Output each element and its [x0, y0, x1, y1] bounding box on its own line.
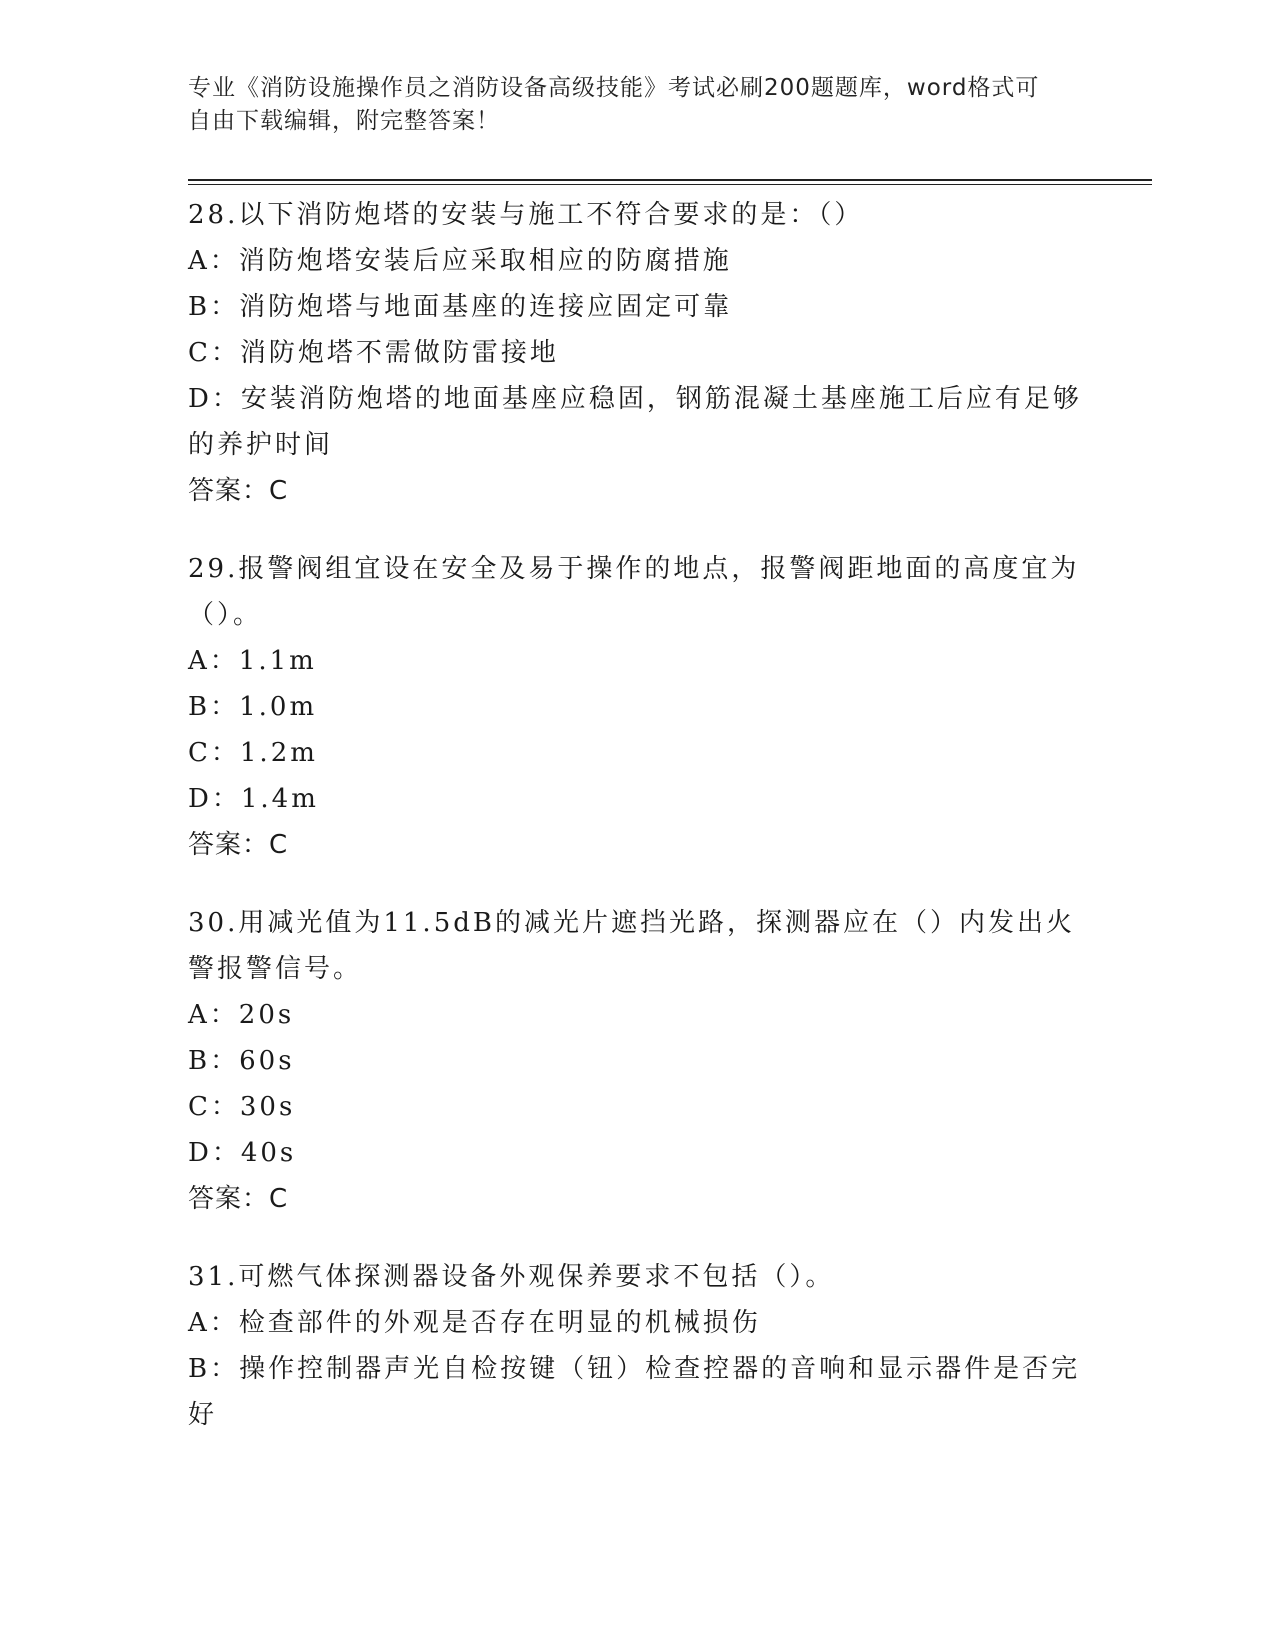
option-a: A：消防炮塔安装后应采取相应的防腐措施	[188, 246, 732, 276]
answer-line: 答案：C	[188, 1184, 289, 1214]
question-stem: 31.可燃气体探测器设备外观保养要求不包括（）。	[188, 1262, 835, 1292]
question-31	[188, 1254, 1088, 1438]
question-28	[188, 192, 1088, 514]
option-d-continued: 的养护时间	[188, 430, 334, 460]
question-stem: 30.用减光值为11.5dB的减光片遮挡光路，探测器应在（）内发出火	[188, 908, 1075, 938]
option-a: A：1.1m	[188, 646, 317, 676]
question-stem: 28.以下消防炮塔的安装与施工不符合要求的是：（）	[188, 200, 864, 230]
option-d: D：安装消防炮塔的地面基座应稳固，钢筋混凝土基座施工后应有足够	[188, 384, 1082, 414]
option-d: D：40s	[188, 1138, 297, 1168]
option-a: A：检查部件的外观是否存在明显的机械损伤	[188, 1308, 761, 1338]
header-line-1: 专业《消防设施操作员之消防设备高级技能》考试必刷200题题库，word格式可	[188, 75, 1040, 101]
option-c: C：30s	[188, 1092, 296, 1122]
option-b-continued: 好	[188, 1400, 218, 1430]
document-header	[188, 72, 1088, 138]
answer-line: 答案：C	[188, 476, 289, 506]
header-divider-thin	[188, 184, 1152, 185]
answer-line: 答案：C	[188, 830, 289, 860]
option-b: B：60s	[188, 1046, 295, 1076]
option-b: B：1.0m	[188, 692, 318, 722]
option-a: A：20s	[188, 1000, 295, 1030]
question-stem-continued: （）。	[188, 600, 263, 630]
question-30	[188, 900, 1088, 1222]
option-b: B：消防炮塔与地面基座的连接应固定可靠	[188, 292, 733, 322]
header-line-2: 自由下载编辑，附完整答案！	[188, 108, 500, 134]
question-29	[188, 546, 1088, 868]
question-list	[188, 192, 1088, 1470]
question-stem: 29.报警阀组宜设在安全及易于操作的地点，报警阀距地面的高度宜为	[188, 554, 1080, 584]
header-divider-thick	[188, 179, 1152, 181]
question-stem-continued: 警报警信号。	[188, 954, 363, 984]
option-c: C：消防炮塔不需做防雷接地	[188, 338, 559, 368]
option-d: D：1.4m	[188, 784, 319, 814]
option-c: C：1.2m	[188, 738, 318, 768]
option-b: B：操作控制器声光自检按键（钮）检查控器的音响和显示器件是否完	[188, 1354, 1081, 1384]
